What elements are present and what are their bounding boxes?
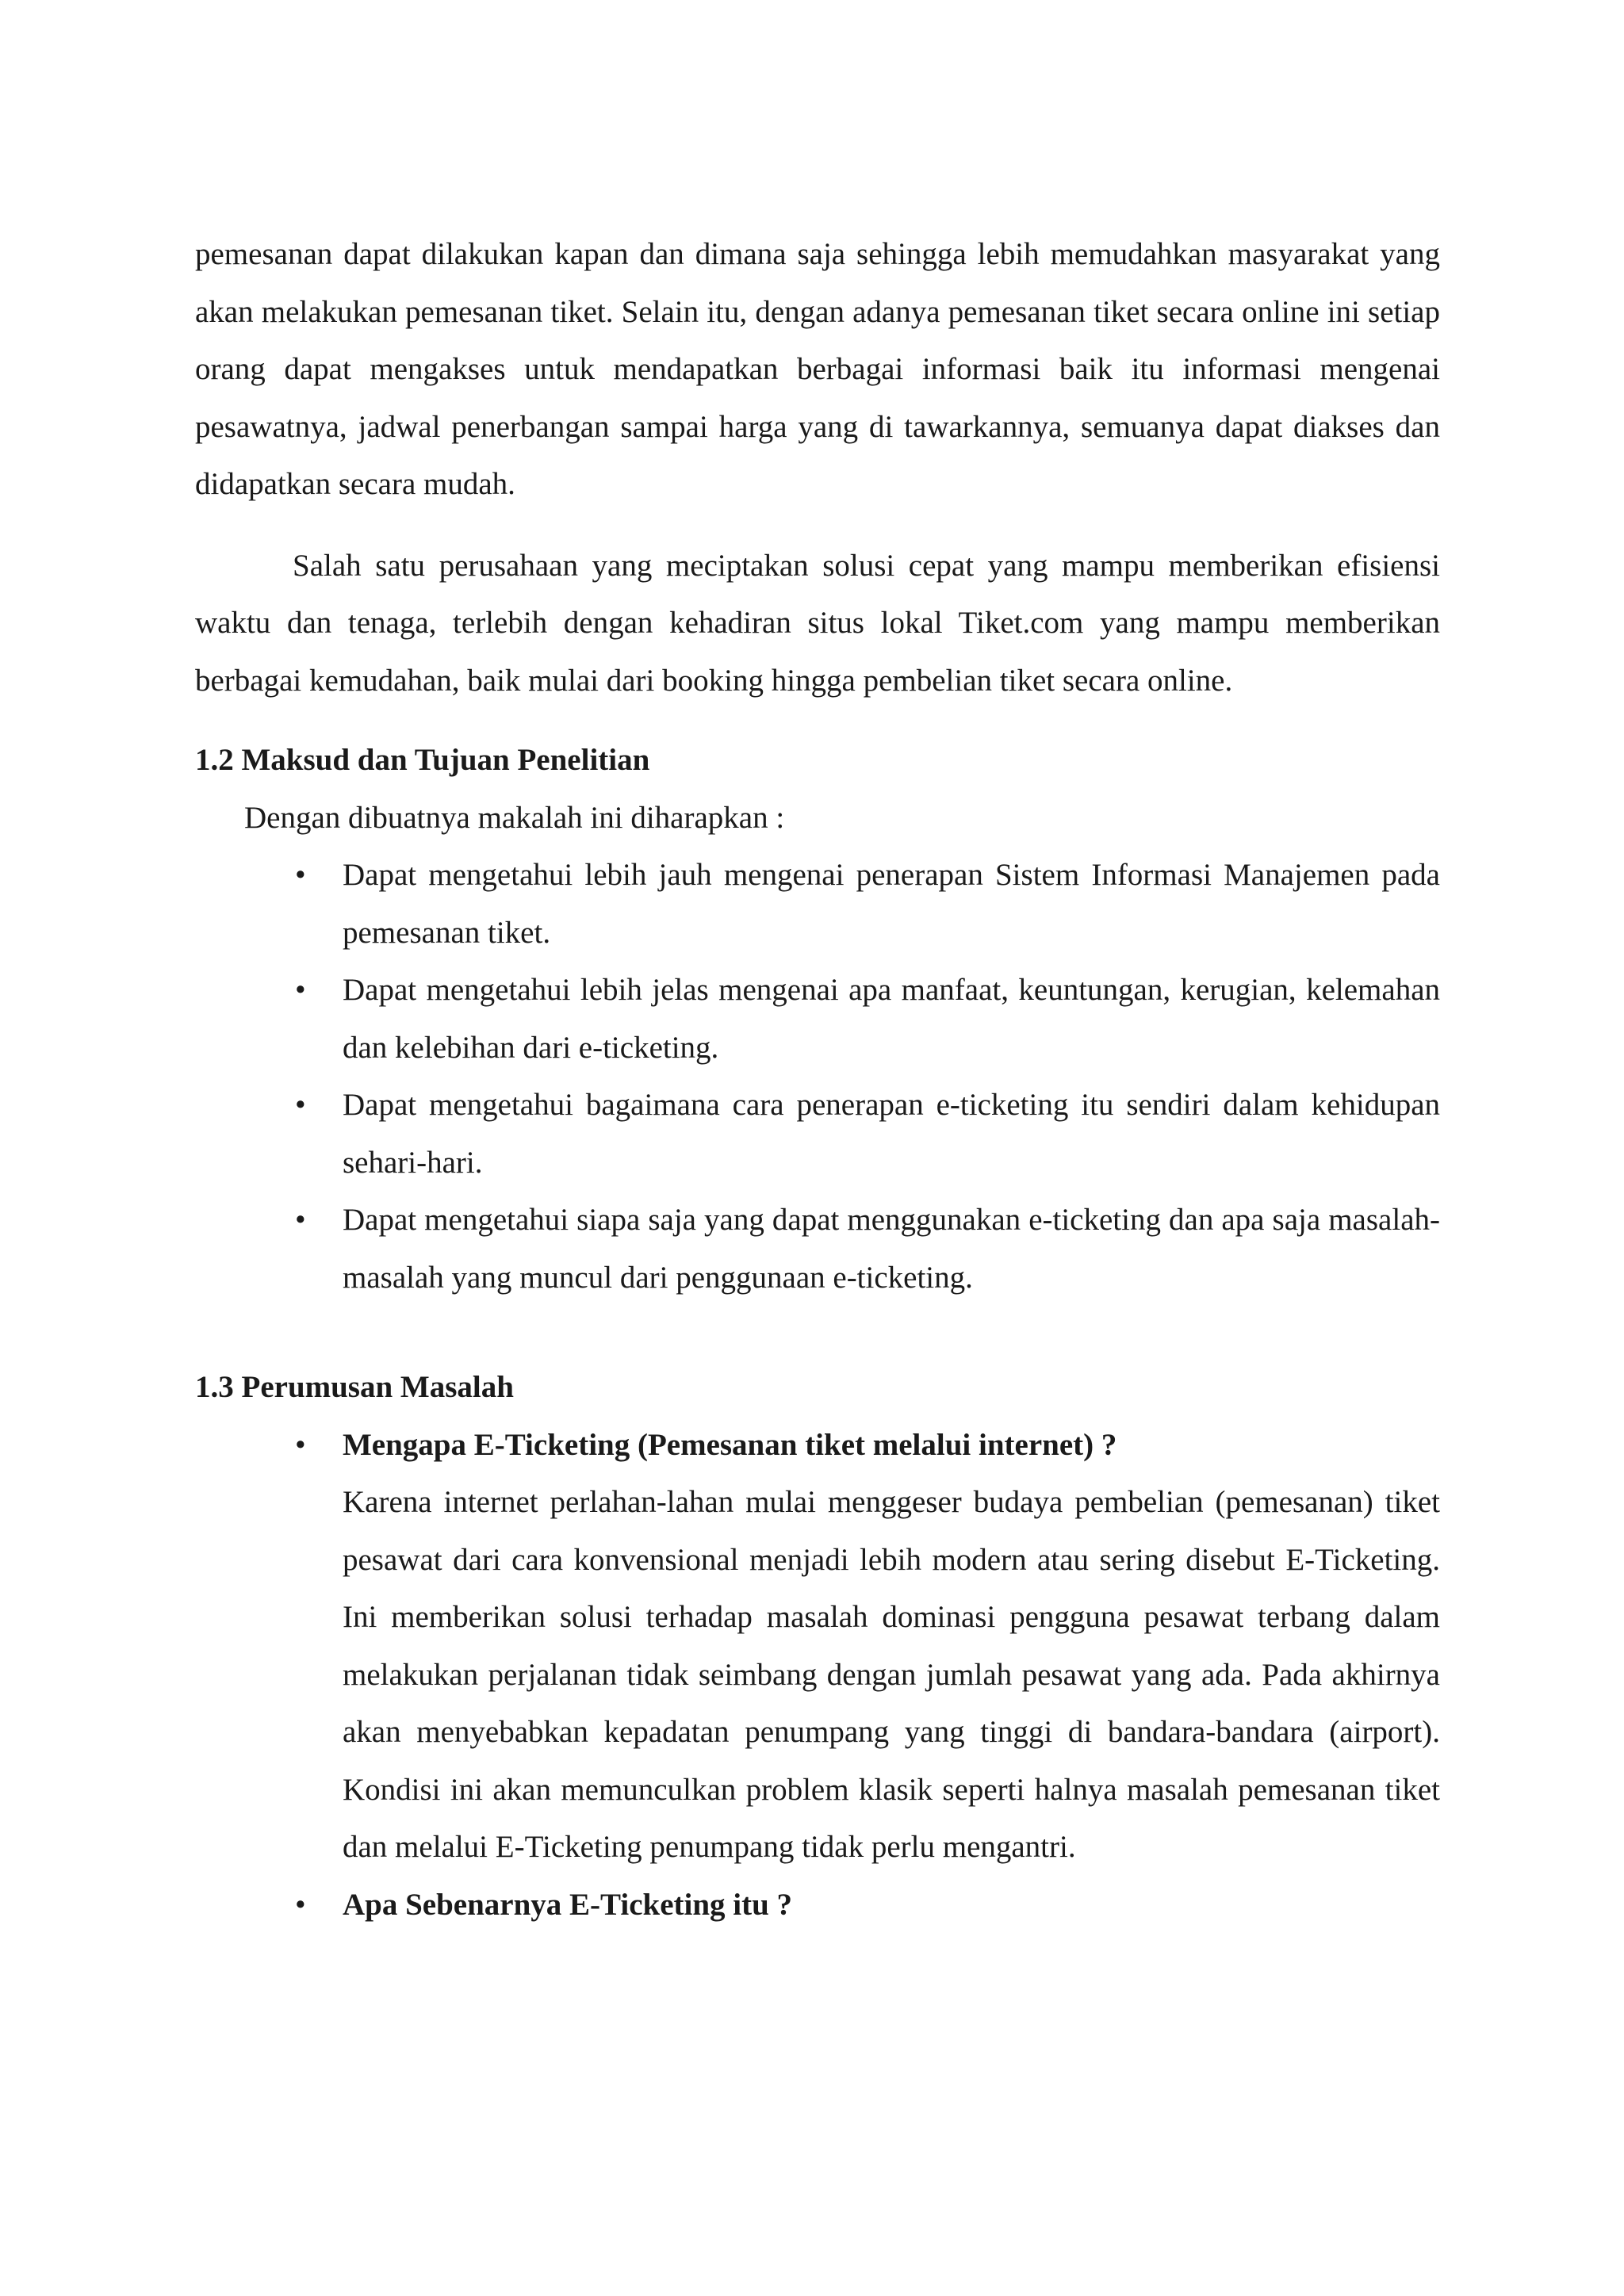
list-item (295, 1077, 1440, 1192)
list-item-text: Dapat mengetahui bagaimana cara penerapan e-ticketing itu sendiri dalam kehidupan sehari-hari. (343, 1088, 1440, 1180)
question-title: Apa Sebenarnya E-Ticketing itu ? (343, 1887, 793, 1922)
paragraph-intro: pemesanan dapat dilakukan kapan dan dimana saja sehingga lebih memudahkan masyarakat yang akan melakukan pemesanan tiket. Selain itu, dengan adanya pemesanan tiket secara online ini setiap orang dapat mengakses untuk mendapatkan berbagai informasi baik itu informasi mengenai pesawatnya, jadwal penerbangan sampai harga yang di tawarkannya, semuanya dapat diakses dan didapatkan secara mudah. (195, 237, 1440, 501)
question-title: Mengapa E-Ticketing (Pemesanan tiket melalui internet) ? (343, 1427, 1117, 1462)
heading-maksud-tujuan: 1.2 Maksud dan Tujuan Penelitian (195, 743, 650, 777)
bullet-icon: • (295, 858, 306, 892)
paragraph-tiket-com: Salah satu perusahaan yang meciptakan solusi cepat yang mampu memberikan efisiensi waktu dan tenaga, terlebih dengan kehadiran situs lokal Tiket.com yang mampu memberikan berbagai kemudahan, baik mulai dari booking hingga pembelian tiket secara online. (195, 548, 1440, 698)
section-intro: Dengan dibuatnya makalah ini diharapkan : (244, 800, 785, 835)
bullet-icon: • (295, 1088, 306, 1122)
list-item (295, 1192, 1440, 1307)
bullet-icon: • (295, 1203, 306, 1237)
list-item (295, 1417, 1440, 1877)
list-item (295, 962, 1440, 1077)
question-answer: Karena internet perlahan-lahan mulai menggeser budaya pembelian (pemesanan) tiket pesawat dari cara konvensional menjadi lebih modern atau sering disebut E-Ticketing. Ini memberikan solusi terhadap masalah dominasi pengguna pesawat terbang dalam melakukan perjalanan tidak seimbang dengan jumlah pesawat yang ada. Pada akhirnya akan menyebabkan kepadatan penumpang yang tinggi di bandara-bandara (airport). Kondisi ini akan memunculkan problem klasik seperti halnya masalah pemesanan tiket dan melalui E-Ticketing penumpang tidak perlu mengantri. (343, 1485, 1440, 1864)
bullet-icon: • (295, 1887, 306, 1922)
heading-perumusan-masalah: 1.3 Perumusan Masalah (195, 1370, 514, 1404)
list-item-text: Dapat mengetahui lebih jelas mengenai apa manfaat, keuntungan, kerugian, kelemahan dan kelebihan dari e-ticketing. (343, 973, 1440, 1065)
bullet-icon: • (295, 1427, 306, 1462)
list-item (295, 1877, 1440, 1934)
questions-list (195, 1417, 1440, 1934)
document-body (195, 226, 1440, 1934)
objectives-list (195, 847, 1440, 1307)
list-item-text: Dapat mengetahui siapa saja yang dapat menggunakan e-ticketing dan apa saja masalah-masalah yang muncul dari penggunaan e-ticketing. (343, 1203, 1440, 1295)
list-item (295, 847, 1440, 962)
list-item-text: Dapat mengetahui lebih jauh mengenai penerapan Sistem Informasi Manajemen pada pemesanan tiket. (343, 858, 1440, 950)
bullet-icon: • (295, 973, 306, 1007)
